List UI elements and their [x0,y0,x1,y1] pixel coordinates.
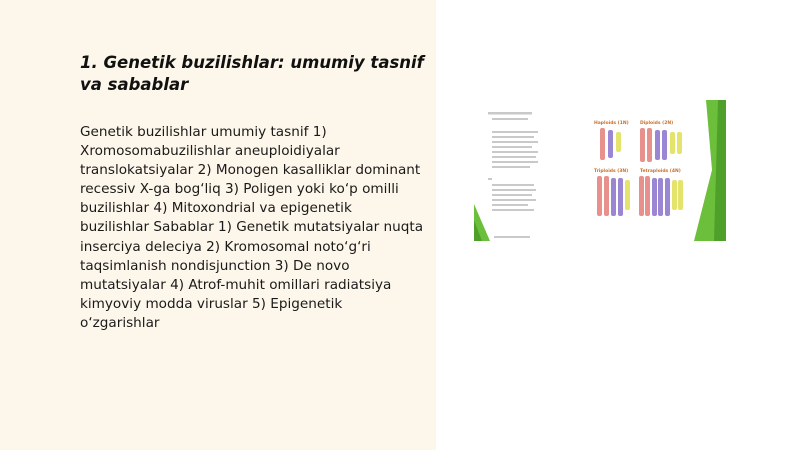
ploidy-illustration [474,100,726,241]
ploidy-diagram [474,100,726,241]
panel-label-triploids: Triploids (3N) [594,169,629,174]
slide-title: 1. Genetik buzilishlar: umumiy tasnif va sabablar [80,53,424,94]
diploid-chromosomes [640,128,682,162]
panel-label-diploids: Diploids (2N) [640,121,674,126]
slide-body-text: Genetik buzilishlar umumiy tasnif 1) Xromosomabuzilishlar aneuploidiyalar translokatsiyalar 2) Monogen kasalliklar dominant recessiv X-ga bog‘liq 3) Poligen yoki ko‘p omilli buzilishlar 4) Mitoxondrial va epigenetik buzilishlar Sabablar 1) Genetik mutatsiyalar nuqta inserciya deleciya 2) Kromosomal noto‘g‘ri taqsimlanish nondisjunction 3) De novo mutatsiyalar 4) Atrof-muhit omillari radiatsiya kimyoviy modda viruslar 5) Epigenetik o‘zgarishlar [80,124,424,331]
panel-label-tetraploids: Tetraploids (4N) [640,169,681,174]
tetraploid-chromosomes [639,176,683,216]
triploid-chromosomes [597,176,630,216]
figure-faint-text [488,112,538,238]
panel-label-haploids: Haploids (1N) [594,121,629,126]
haploid-chromosomes [600,128,621,160]
